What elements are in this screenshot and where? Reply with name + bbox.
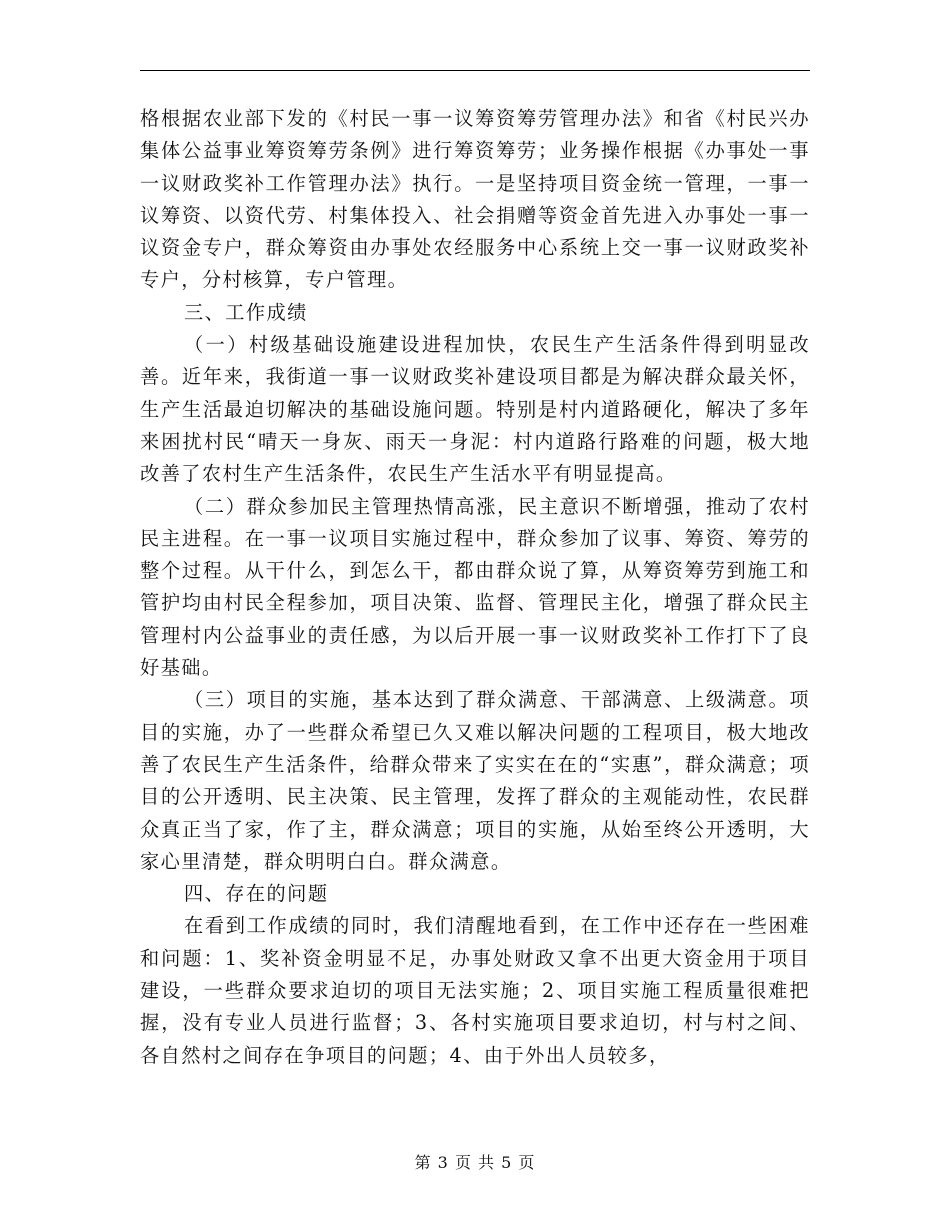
paragraph-continued: 格根据农业部下发的《村民一事一议筹资筹劳管理办法》和省《村民兴办集体公益事业筹资筹劳条例》进行筹资筹劳；业务操作根据《办事处一事一议财政奖补工作管理办法》执行。一是坚持项目资金统一管理，一事一议筹资、以资代劳、村集体投入、社会捐赠等资金首先进入办事处一事一议资金专户，群众筹资由办事处农经服务中心系统上交一事一议财政奖补专户，分村核算，专户管理。	[140, 107, 810, 292]
section-heading-problems: 四、存在的问题	[184, 882, 329, 906]
section-heading-work-results: 三、工作成绩	[184, 300, 308, 324]
header-rule	[140, 70, 810, 71]
paragraph-infrastructure: （一）村级基础设施建设进程加快，农民生产生活条件得到明显改善。近年来，我街道一事一议财政奖补建设项目都是为解决群众最关怀，生产生活最迫切解决的基础设施问题。特别是村内道路硬化，解决了多年来困扰村民“晴天一身灰、雨天一身泥：村内道路行路难的问题，极大地改善了农村生产生活条件，农民生产生活水平有明显提高。	[140, 333, 810, 486]
body-text	[140, 103, 810, 1072]
page-number-footer: 第 3 页 共 5 页	[414, 1153, 536, 1172]
paragraph-problems: 在看到工作成绩的同时，我们清醒地看到，在工作中还存在一些困难和问题：1、奖补资金明显不足，办事处财政又拿不出更大资金用于项目建设，一些群众要求迫切的项目无法实施；2、项目实施工程质量很难把握，没有专业人员进行监督；3、各村实施项目要求迫切，村与村之间、各自然村之间存在争项目的问题；4、由于外出人员较多，	[140, 914, 810, 1067]
paragraph-democratic-management: （二）群众参加民主管理热情高涨，民主意识不断增强，推动了农村民主进程。在一事一议项目实施过程中，群众参加了议事、筹资、筹劳的整个过程。从干什么，到怎么干，都由群众说了算，从筹资筹劳到施工和管护均由村民全程参加，项目决策、监督、管理民主化，增强了群众民主管理村内公益事业的责任感，为以后开展一事一议财政奖补工作打下了良好基础。	[140, 494, 810, 680]
paragraph-project-satisfaction: （三）项目的实施，基本达到了群众满意、干部满意、上级满意。项目的实施，办了一些群众希望已久又难以解决问题的工程项目，极大地改善了农民生产生活条件，给群众带来了实实在在的“实惠”，群众满意；项目的公开透明、民主决策、民主管理，发挥了群众的主观能动性，农民群众真正当了家，作了主，群众满意；项目的实施，从始至终公开透明，大家心里清楚，群众明明白白。群众满意。	[140, 688, 810, 873]
